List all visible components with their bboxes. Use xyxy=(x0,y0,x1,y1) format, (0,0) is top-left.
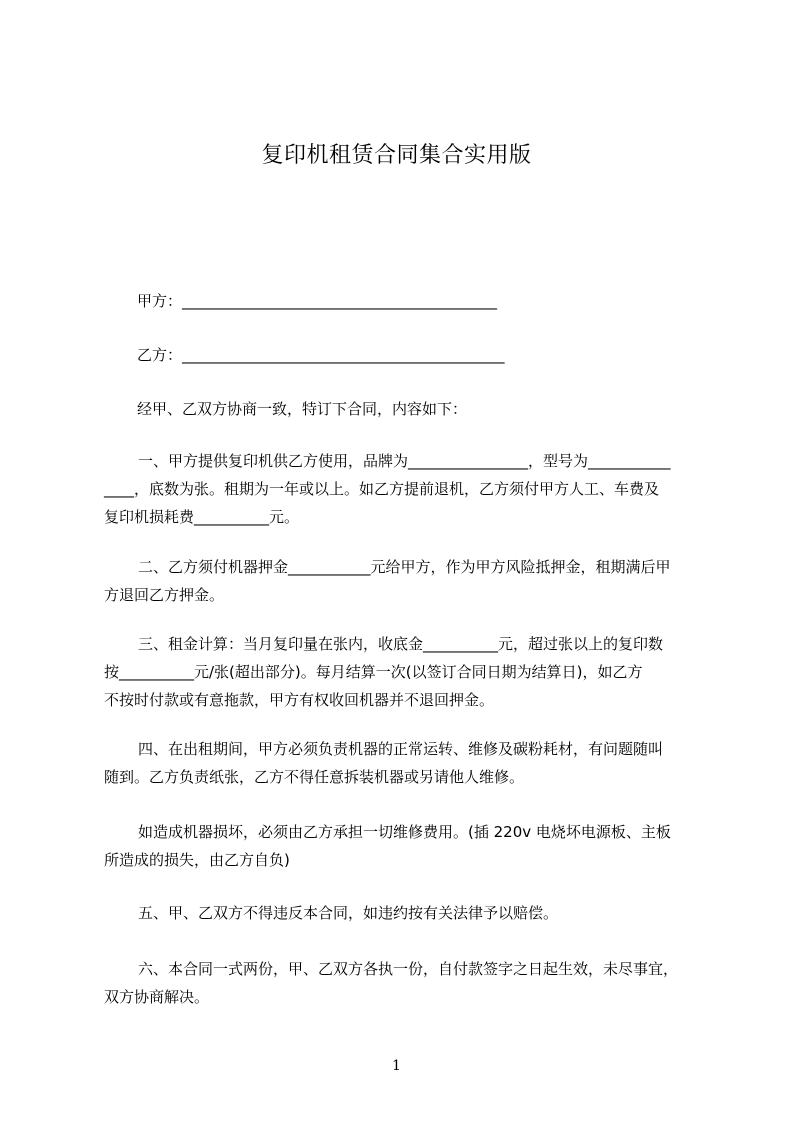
party-b-line: 乙方：___________________________________________ xyxy=(137,346,505,364)
paragraph-line: 随到。乙方负责纸张，乙方不得任意拆装机器或另请他人维修。 xyxy=(104,768,525,786)
clause-4-note-paragraph xyxy=(104,818,704,874)
paragraph-line: 四、在出租期间，甲方必须负责机器的正常运转、维修及碳粉耗材，有问题随叫 xyxy=(138,740,664,758)
paragraph-line: 所造成的损失，由乙方自负) xyxy=(104,851,290,869)
paragraph-line: 三、租金计算：当月复印量在张内，收底金__________元，超过张以上的复印数 xyxy=(138,635,664,653)
clause-2-paragraph xyxy=(104,553,704,609)
paragraph-line: 六、本合同一式两份，甲、乙双方各执一份，自付款签字之日起生效，未尽事宜， xyxy=(138,960,679,978)
clause-4-paragraph xyxy=(104,735,704,791)
paragraph-line: 不按时付款或有意拖款，甲方有权收回机器并不退回押金。 xyxy=(104,691,495,709)
clause-6-paragraph xyxy=(104,955,704,1011)
paragraph-line: 按__________元/张(超出部分)。每月结算一次(以签订合同日期为结算日)，如乙方 xyxy=(104,663,643,681)
paragraph-line: 方退回乙方押金。 xyxy=(104,586,225,604)
paragraph-line: 五、甲、乙双方不得违反本合同，如违约按有关法律予以赔偿。 xyxy=(138,904,559,922)
party-a-line: 甲方：__________________________________________ xyxy=(137,292,498,310)
clause-1-paragraph xyxy=(104,447,704,531)
paragraph-line: ____，底数为张。租期为一年或以上。如乙方提前退机，乙方须付甲方人工、车费及 xyxy=(104,480,660,498)
document-title: 复印机租赁合同集合实用版 xyxy=(261,143,532,168)
paragraph-line: 复印机损耗费__________元。 xyxy=(104,508,300,526)
page-number: 1 xyxy=(392,1058,401,1074)
clause-3-paragraph xyxy=(104,630,704,714)
paragraph-line: 如造成机器损坏，必须由乙方承担一切维修费用。(插 220v 电烧坏电源板、主板 xyxy=(138,823,671,841)
paragraph-line: 二、乙方须付机器押金___________元给甲方，作为甲方风险抵押金，租期满后甲 xyxy=(138,558,671,576)
clause-5-paragraph xyxy=(104,899,704,927)
paragraph-line: 一、甲方提供复印机供乙方使用，品牌为________________，型号为___________ xyxy=(138,452,671,470)
paragraph-line: 双方协商解决。 xyxy=(104,988,210,1006)
intro-paragraph: 经甲、乙双方协商一致，特订下合同，内容如下： xyxy=(137,400,468,418)
